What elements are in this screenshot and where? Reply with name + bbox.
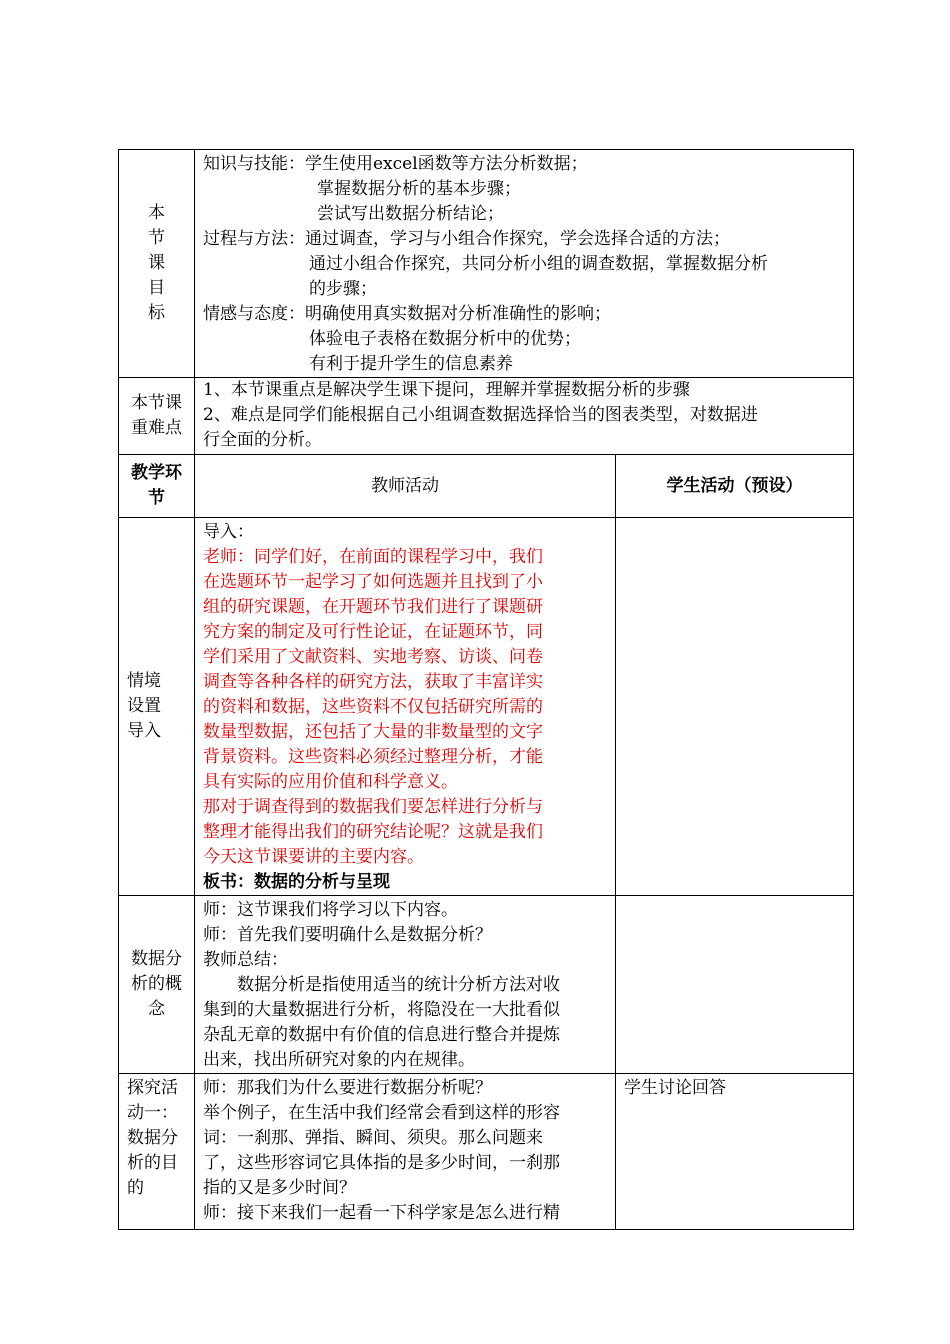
process-line-2: 通过小组合作探究，共同分析小组的调查数据，掌握数据分析 — [309, 254, 768, 274]
key-point-3: 行全面的分析。 — [203, 430, 322, 450]
knowledge-line-3: 尝试写出数据分析结论； — [317, 204, 504, 224]
concept-para-line: 数据分析是指使用适当的统计分析方法对收 — [237, 975, 560, 995]
header-col-stage: 教学环 节 — [119, 455, 195, 518]
intro-red-line: 今天这节课要讲的主要内容。 — [203, 847, 424, 867]
intro-red-line: 数量型数据，还包括了大量的非数量型的文字 — [203, 722, 543, 742]
header-col-teacher: 教师活动 — [195, 455, 616, 518]
activity1-line: 师：接下来我们一起看一下科学家是怎么进行精 — [203, 1203, 560, 1223]
intro-red-line: 那对于调查得到的数据我们要怎样进行分析与 — [203, 797, 543, 817]
key-points-label-cell: 本节课 重难点 — [119, 378, 195, 455]
activity1-line: 指的又是多少时间？ — [203, 1178, 356, 1198]
intro-red-line: 调查等各种各样的研究方法，获取了丰富详实 — [203, 672, 543, 692]
intro-red-line: 老师：同学们好，在前面的课程学习中，我们 — [203, 547, 543, 567]
lesson-plan-table — [118, 149, 854, 1230]
activity1-student-text: 学生讨论回答 — [624, 1078, 726, 1098]
concept-para-line: 杂乱无章的数据中有价值的信息进行整合并提炼 — [203, 1025, 560, 1045]
activity1-line: 了，这些形容词它具体指的是多少时间，一刹那 — [203, 1153, 560, 1173]
knowledge-line-2: 掌握数据分析的基本步骤； — [317, 179, 521, 199]
activity1-teacher-content — [195, 1074, 616, 1230]
concept-para-line: 集到的大量数据进行分析，将隐没在一大批看似 — [203, 1000, 560, 1020]
emotion-line-1: 情感与态度：明确使用真实数据对分析准确性的影响； — [203, 304, 611, 324]
process-line-3: 的步骤； — [309, 279, 377, 299]
board-title: 板书：数据的分析与呈现 — [203, 872, 390, 892]
emotion-line-3: 有利于提升学生的信息素养 — [309, 354, 513, 374]
activity1-line: 师：那我们为什么要进行数据分析呢？ — [203, 1078, 492, 1098]
intro-red-line: 具有实际的应用价值和科学意义。 — [203, 772, 458, 792]
intro-red-line: 组的研究课题，在开题环节我们进行了课题研 — [203, 597, 543, 617]
objectives-row — [119, 150, 854, 378]
concept-row — [119, 896, 854, 1074]
activity1-student-content — [616, 1074, 854, 1230]
intro-red-line: 背景资料。这些资料必须经过整理分析，才能 — [203, 747, 543, 767]
intro-red-line: 究方案的制定及可行性论证，在证题环节，同 — [203, 622, 543, 642]
intro-label-cell: 情境 设置 导入 — [119, 518, 195, 896]
intro-red-line: 的资料和数据，这些资料不仅包括研究所需的 — [203, 697, 543, 717]
concept-student-content — [616, 896, 854, 1074]
activity1-label-cell: 探究活 动一： 数据分 析的目 的 — [119, 1074, 195, 1230]
intro-red-line: 在选题环节一起学习了如何选题并且找到了小 — [203, 572, 543, 592]
concept-line: 师：首先我们要明确什么是数据分析？ — [203, 925, 492, 945]
concept-line: 师：这节课我们将学习以下内容。 — [203, 900, 458, 920]
header-row — [119, 455, 854, 518]
intro-red-line: 整理才能得出我们的研究结论呢？这就是我们 — [203, 822, 543, 842]
intro-student-content — [616, 518, 854, 896]
activity1-row — [119, 1074, 854, 1230]
objectives-label-cell — [119, 150, 195, 378]
activity1-line: 词：一刹那、弹指、瞬间、须臾。那么问题来 — [203, 1128, 543, 1148]
key-point-1: 1、本节课重点是解决学生课下提问，理解并掌握数据分析的步骤 — [203, 380, 690, 400]
key-point-2: 2、难点是同学们能根据自己小组调查数据选择恰当的图表类型，对数据进 — [203, 405, 758, 425]
concept-para-line: 出来，找出所研究对象的内在规律。 — [203, 1050, 475, 1070]
intro-title: 导入： — [203, 522, 254, 542]
concept-teacher-content — [195, 896, 616, 1074]
objectives-label: 本 节 课 目 标 — [148, 203, 165, 323]
concept-label-cell: 数据分 析的概 念 — [119, 896, 195, 1074]
knowledge-line-1: 知识与技能：学生使用excel函数等方法分析数据； — [203, 154, 588, 174]
concept-line: 教师总结： — [203, 950, 288, 970]
intro-row — [119, 518, 854, 896]
process-line-1: 过程与方法：通过调查，学习与小组合作探究，学会选择合适的方法； — [203, 229, 730, 249]
objectives-content — [195, 150, 854, 378]
key-points-content — [195, 378, 854, 455]
header-col-student: 学生活动（预设） — [616, 455, 854, 518]
intro-teacher-content — [195, 518, 616, 896]
intro-red-line: 学们采用了文献资料、实地考察、访谈、问卷 — [203, 647, 543, 667]
activity1-line: 举个例子，在生活中我们经常会看到这样的形容 — [203, 1103, 560, 1123]
key-points-row — [119, 378, 854, 455]
emotion-line-2: 体验电子表格在数据分析中的优势； — [309, 329, 581, 349]
